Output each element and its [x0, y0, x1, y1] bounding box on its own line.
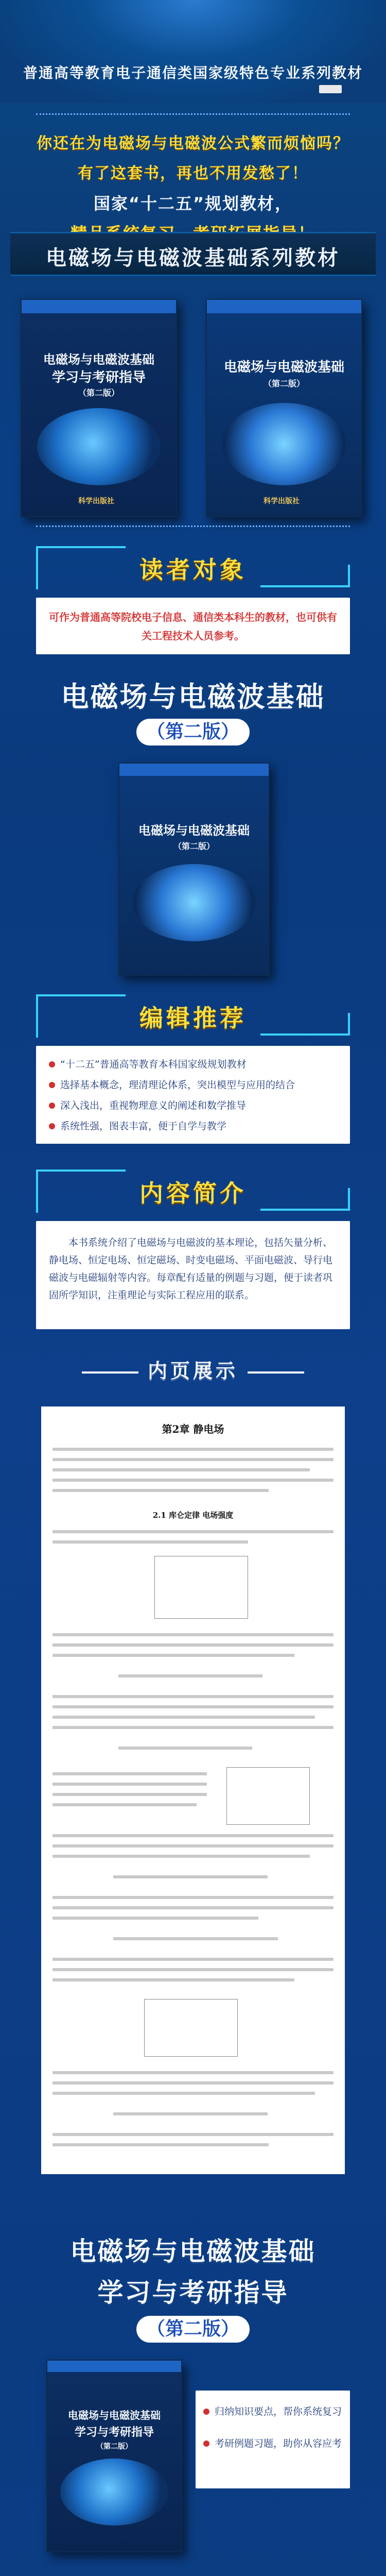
dotted-divider-2 — [36, 526, 350, 527]
sample1-section: 2.1 库仑定律 电场强度 — [152, 1511, 234, 1520]
promo-question-1: 你还在为电磁场与电磁波公式繁而烦恼吗？ — [37, 134, 349, 152]
book2-subtitle: （第二版） — [136, 2316, 250, 2343]
tag-badge — [319, 85, 342, 93]
recommend-heading: 编辑推荐 — [139, 1004, 247, 1032]
list-item: 系统性强，图表丰富，便于自学与教学 — [49, 1118, 342, 1134]
reader-section-head — [36, 546, 350, 587]
display1-heading: 内页展示 — [0, 1355, 386, 1383]
promo-question-2: 有了这套书，再也不用发愁了！ — [78, 164, 308, 182]
book1-cover-edition: （第二版） — [173, 841, 215, 851]
heading-wing-right — [248, 1371, 304, 1374]
book-left-art — [37, 408, 161, 485]
bullet-icon — [49, 1103, 55, 1109]
intro1-text: 本书系统介绍了电磁场与电磁波的基本理论，包括矢量分析、静电场、恒定电场、恒定磁场、时变电磁场、平面电磁波、导行电磁波与电磁辐射等内容。每章配有适量的例题与习题，便于读者巩固所学知识，注重理论与实际工程应用的联系。 — [49, 1237, 333, 1301]
intro1-heading: 内容简介 — [139, 1179, 247, 1207]
book-left-publisher-logo: 科学出版社 — [78, 497, 114, 505]
features-list — [203, 2403, 347, 2456]
series-bar-text: 电磁场与电磁波基础系列教材 — [46, 246, 340, 270]
book-right-edition: （第二版） — [263, 379, 305, 388]
recommend-section-head — [36, 994, 350, 1036]
book2-title-line1: 电磁场与电磁波基础 — [70, 2236, 316, 2266]
book2-cover-art — [60, 2459, 168, 2526]
figure — [144, 1999, 238, 2057]
series-bar — [10, 232, 376, 276]
series-title: 普通高等教育电子通信类国家级特色专业系列教材 — [23, 64, 363, 81]
sample-page-1 — [41, 1406, 345, 2174]
bullet-icon — [49, 1123, 55, 1129]
reader-heading: 读者对象 — [139, 556, 247, 584]
book2-cover — [46, 2360, 182, 2552]
dotted-divider — [36, 113, 350, 115]
list-item: 考研例题习题，助你从容应考 — [203, 2435, 347, 2452]
sample1-chapter: 第2章 静电场 — [162, 1423, 224, 1435]
book-cover-left — [21, 299, 177, 517]
book-left-title-line2: 学习与考研指导 — [51, 370, 146, 385]
list-item: 归纳知识要点，帮你系统复习 — [203, 2403, 347, 2420]
book1-cover-title: 电磁场与电磁波基础 — [138, 823, 250, 838]
list-item: 选择基本概念，理清理论体系，突出模型与应用的结合 — [49, 1077, 342, 1093]
bullet-icon — [203, 2441, 209, 2447]
book1-title: 电磁场与电磁波基础 — [61, 681, 325, 713]
book-cover-right — [206, 299, 362, 517]
promo-lines — [0, 129, 386, 248]
list-item: “十二五”普通高等教育本科国家级规划教材 — [49, 1056, 342, 1073]
book2-cover-edition: （第二版） — [96, 2443, 132, 2451]
figure — [154, 1556, 248, 1619]
bullet-icon — [49, 1061, 55, 1067]
book1-cover — [118, 762, 270, 976]
book-left-title-line1: 电磁场与电磁波基础 — [43, 352, 154, 367]
book2-cover-title2: 学习与考研指导 — [74, 2426, 154, 2439]
intro1-section-head — [36, 1170, 350, 1211]
book-right-publisher-logo: 科学出版社 — [264, 497, 300, 505]
book2-cover-title1: 电磁场与电磁波基础 — [68, 2409, 161, 2421]
list-item: 深入浅出，重视物理意义的阐述和数学推导 — [49, 1097, 342, 1114]
book1-subtitle: （第二版） — [136, 719, 250, 745]
book1-cover-art — [132, 864, 256, 941]
reader-text: 可作为普通高等院校电子信息、通信类本科生的教材，也可供有关工程技术人员参考。 — [49, 611, 337, 642]
bullet-icon — [49, 1082, 55, 1088]
promo-highlight-1: 国家“十二五”规划教材， — [93, 194, 293, 213]
book2-title-line2: 学习与考研指导 — [97, 2278, 289, 2308]
recommend-list — [49, 1056, 342, 1139]
reader-panel — [36, 598, 350, 654]
book-right-title-line1: 电磁场与电磁波基础 — [223, 360, 344, 375]
features-panel — [196, 2391, 350, 2488]
figure — [226, 1767, 310, 1825]
book-left-edition: （第二版） — [78, 388, 119, 398]
book-right-art — [222, 403, 346, 485]
heading-wing-left — [82, 1371, 138, 1374]
bullet-icon — [203, 2409, 209, 2415]
